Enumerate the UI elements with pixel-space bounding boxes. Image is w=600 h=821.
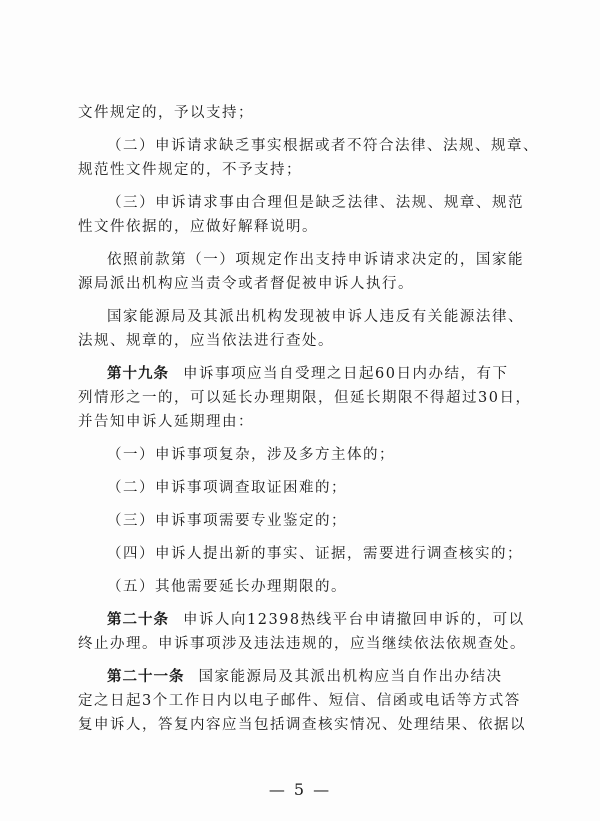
text-line: 性文件依据的，应做好解释说明。 bbox=[78, 219, 318, 235]
article-21-line bbox=[78, 665, 524, 689]
text-line: 源局派出机构应当责令或者督促被申诉人执行。 bbox=[78, 276, 414, 292]
text-fragment: 申诉事项应当自受理之日起60日内办结，有下 bbox=[183, 366, 509, 382]
page-number: — 5 — bbox=[268, 780, 332, 799]
text-line: 定之日起3个工作日内以电子邮件、短信、信函或电话等方式答 bbox=[78, 693, 521, 709]
document-body bbox=[78, 101, 539, 737]
article-19-line bbox=[78, 362, 524, 386]
list-item: （二）申诉事项调查取证困难的； bbox=[107, 480, 347, 496]
text-line: 依照前款第（一）项规定作出支持申诉请求决定的，国家能 bbox=[107, 252, 524, 268]
text-line: 规范性文件规定的，不予支持； bbox=[78, 162, 302, 178]
text-line: 复申诉人，答复内容应当包括调查核实情况、处理结果、依据以 bbox=[78, 717, 526, 733]
text-line: 终止办理。申诉事项涉及违法违规的，应当继续依法依规查处。 bbox=[78, 636, 526, 652]
article-heading: 第二十一条 bbox=[107, 668, 185, 685]
text-line: 并告知申诉人延期理由： bbox=[78, 414, 254, 430]
article-20-line bbox=[78, 608, 524, 632]
text-line: （二）申诉请求缺乏事实根据或者不符合法律、法规、规章、 bbox=[107, 138, 539, 154]
text-fragment: 国家能源局及其派出机构应当自作出办结决 bbox=[198, 669, 503, 685]
text-line: 列情形之一的，可以延长办理期限，但延长期限不得超过30日， bbox=[78, 390, 532, 406]
list-item: （四）申诉人提出新的事实、证据，需要进行调查核实的； bbox=[107, 546, 523, 562]
list-item: （三）申诉事项需要专业鉴定的； bbox=[107, 513, 347, 529]
text-line: 文件规定的，予以支持； bbox=[78, 105, 254, 121]
list-item: （一）申诉事项复杂，涉及多方主体的； bbox=[107, 447, 395, 463]
text-line: 法规、规章的，应当依法进行查处。 bbox=[78, 333, 334, 349]
text-line: 国家能源局及其派出机构发现被申诉人违反有关能源法律、 bbox=[107, 309, 524, 325]
article-heading: 第二十条 bbox=[107, 611, 169, 628]
article-heading: 第十九条 bbox=[107, 365, 169, 382]
text-line: （三）申诉请求事由合理但是缺乏法律、法规、规章、规范 bbox=[107, 195, 524, 211]
list-item: （五）其他需要延长办理期限的。 bbox=[107, 579, 347, 595]
text-fragment: 申诉人向12398热线平台申请撤回申诉的，可以 bbox=[183, 612, 525, 628]
